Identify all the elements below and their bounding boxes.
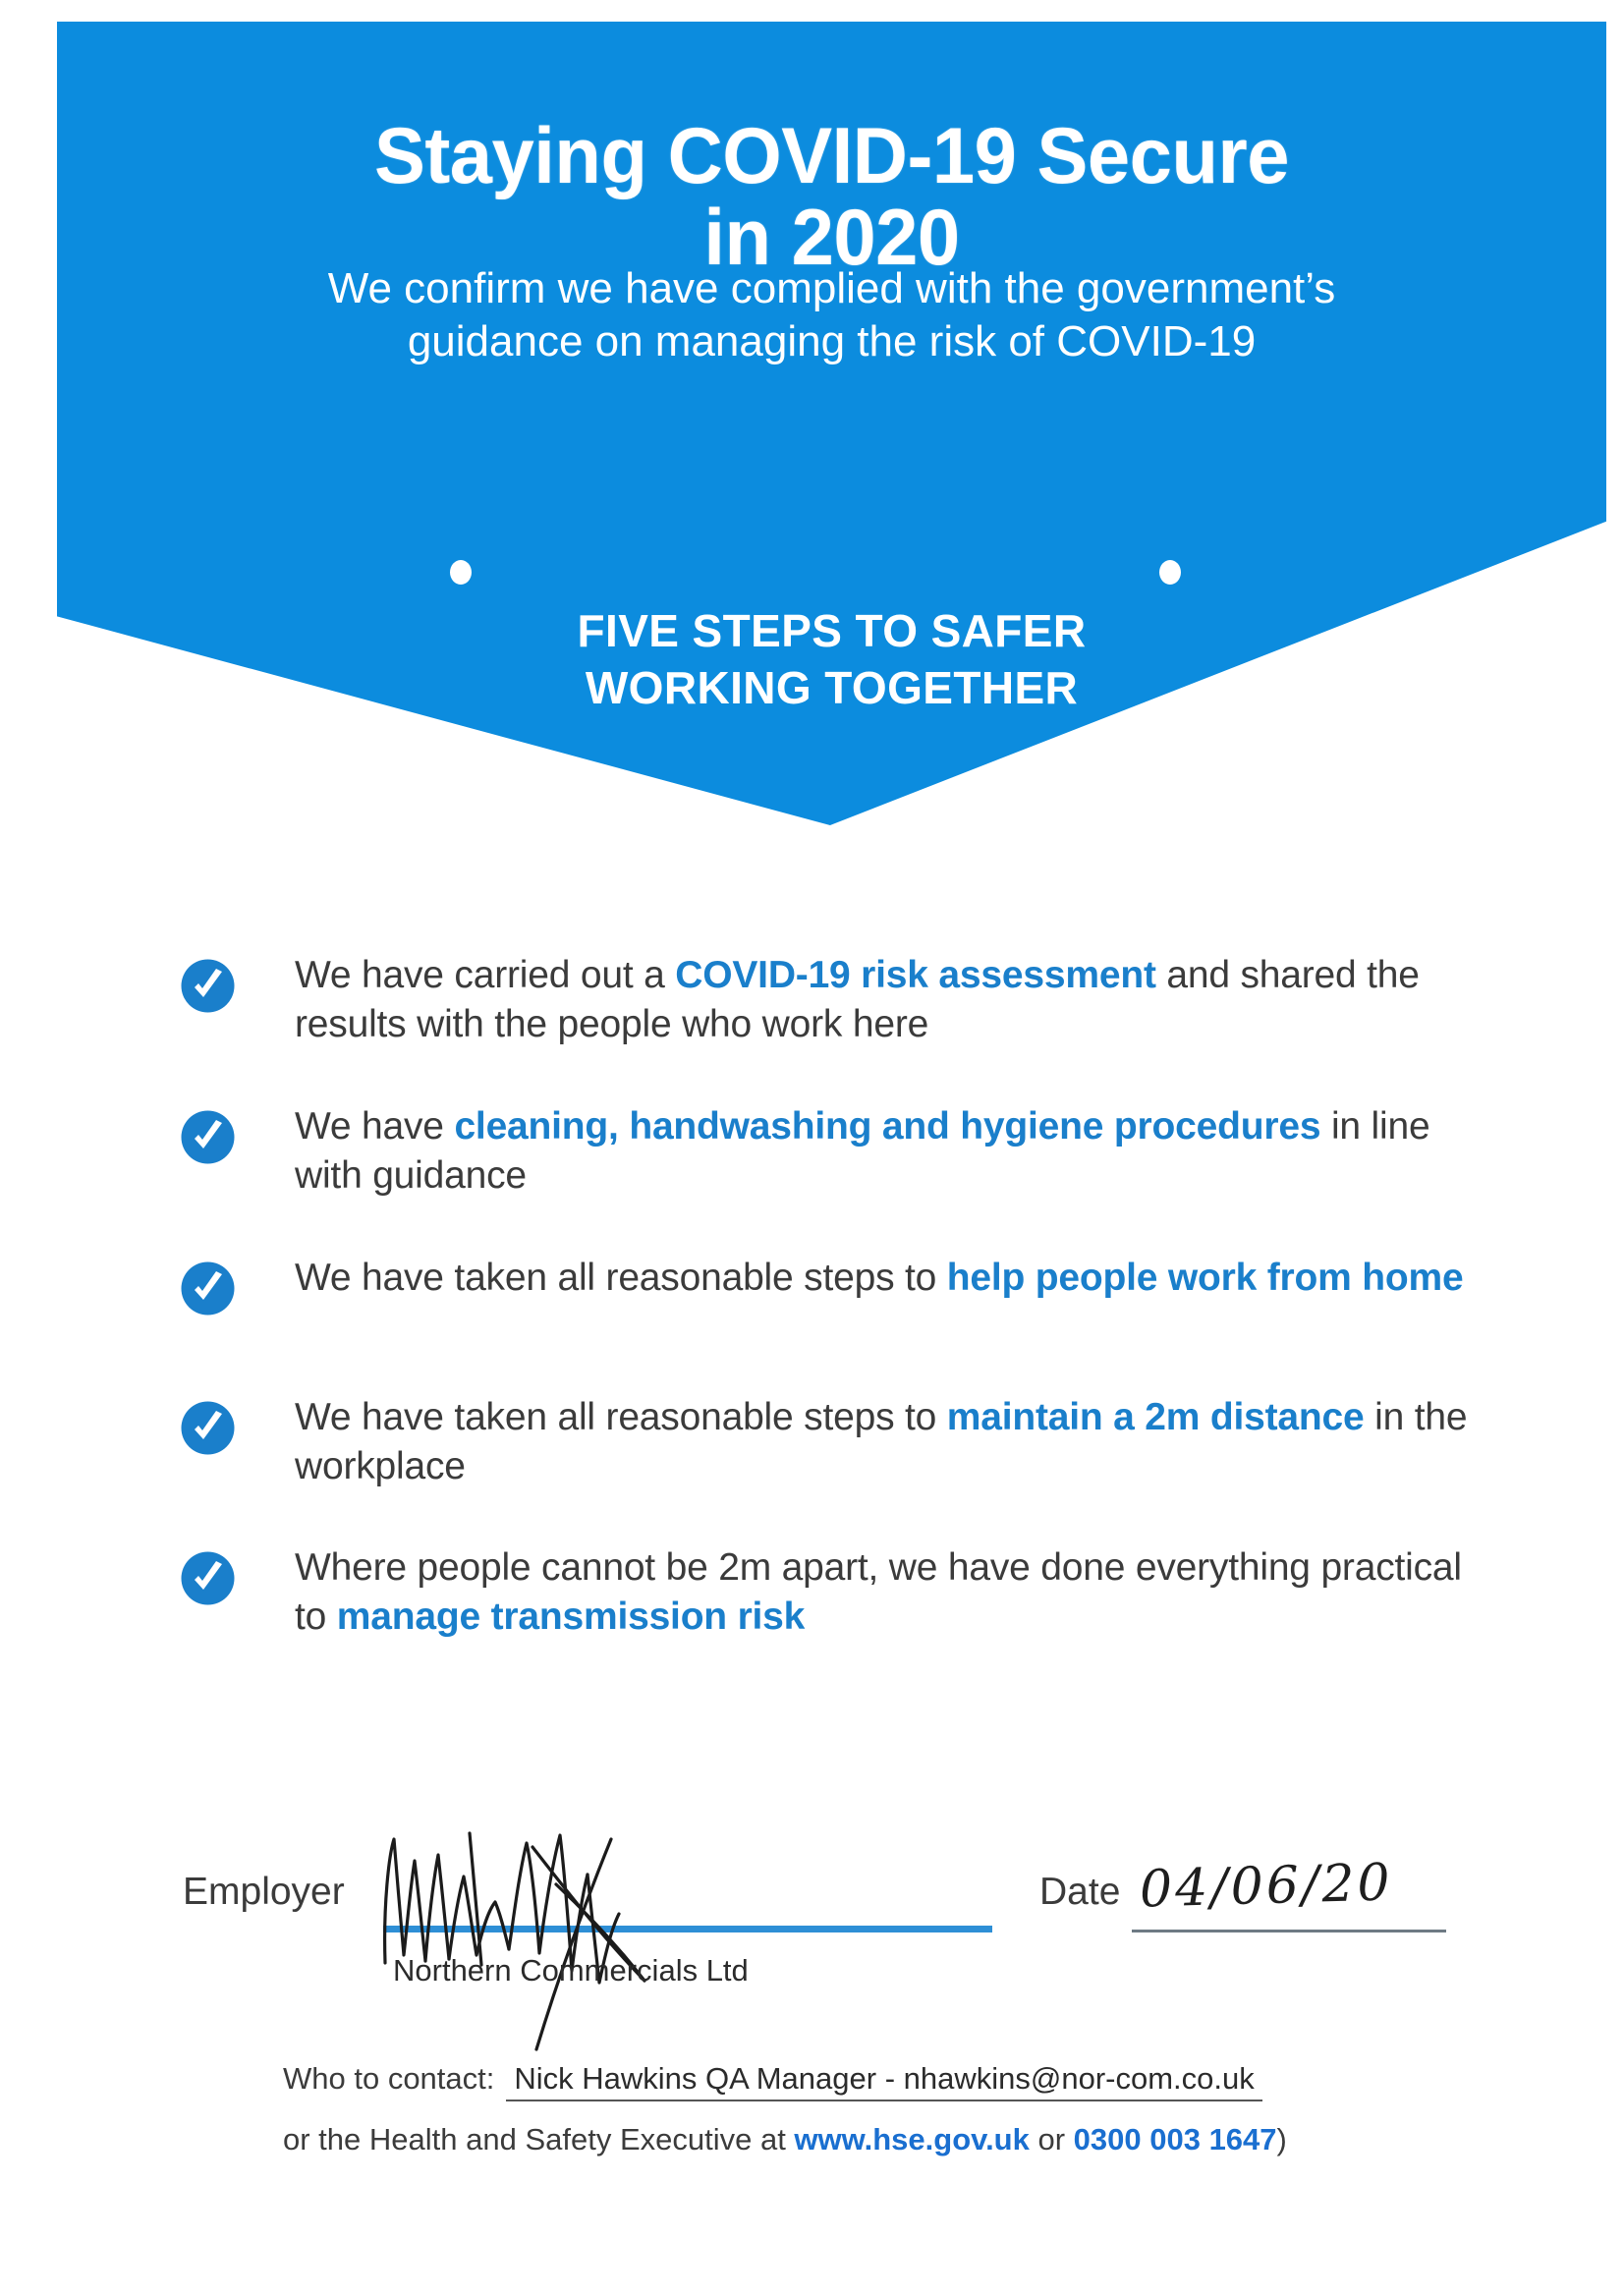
text-segment: in line with guidance	[295, 1104, 1430, 1197]
employer-name: Northern Commercials Ltd	[393, 1953, 749, 1988]
text-segment: We have carried out a	[295, 954, 676, 996]
contact-value: Nick Hawkins QA Manager - nhawkins@nor-com.co.uk	[506, 2061, 1261, 2101]
hse-phone-number[interactable]: 0300 003 1647	[1073, 2122, 1277, 2156]
text-segment: and shared the results with the people who work here	[295, 954, 1420, 1045]
highlight-segment: cleaning, handwashing and hygiene procedures	[454, 1104, 1321, 1148]
checklist-item-text	[295, 1396, 1467, 1487]
hse-website-link[interactable]: www.hse.gov.uk	[794, 2122, 1030, 2156]
checklist	[180, 951, 1496, 1695]
check-circle-icon	[180, 958, 236, 1014]
checklist-item-text	[295, 1546, 1462, 1638]
checklist-item	[180, 951, 1496, 1049]
highlight-segment: manage transmission risk	[336, 1596, 806, 1639]
checklist-item	[180, 1393, 1496, 1491]
checklist-item-text	[295, 1105, 1429, 1197]
page-title	[88, 112, 1576, 282]
bullet-dot-right	[1159, 560, 1181, 585]
check-circle-icon	[180, 1109, 236, 1165]
title-line-2: in 2020	[703, 193, 960, 282]
text-segment: Where people cannot be 2m apart, we have done everything practical to	[295, 1546, 1462, 1639]
contact-label: Who to contact:	[283, 2061, 495, 2096]
hse-middle: or	[1029, 2122, 1074, 2156]
check-circle-icon	[180, 1400, 236, 1456]
check-circle-icon	[180, 1550, 236, 1606]
banner-steps-heading	[57, 603, 1606, 716]
hse-suffix: )	[1276, 2122, 1287, 2156]
checklist-item	[180, 1254, 1496, 1340]
handwritten-signature	[364, 1737, 855, 2091]
date-label: Date	[1039, 1871, 1121, 1913]
banner	[57, 22, 1606, 825]
bullet-dot-left	[450, 560, 472, 585]
title-line-1: Staying COVID-19 Secure	[373, 112, 1290, 200]
date-line[interactable]	[1132, 1930, 1446, 1932]
signature-section	[0, 1845, 1624, 2071]
hse-row	[283, 2122, 1287, 2157]
employer-label: Employer	[183, 1871, 345, 1913]
employer-signature-line[interactable]	[383, 1926, 992, 1932]
checklist-item-text	[295, 954, 1420, 1045]
checklist-item	[180, 1102, 1496, 1201]
text-segment: We have taken all reasonable steps to	[295, 1395, 947, 1438]
highlight-segment: COVID-19 risk assessment	[675, 954, 1156, 996]
banner-subtitle	[57, 262, 1606, 367]
hse-prefix: or the Health and Safety Executive at	[283, 2122, 795, 2156]
subtitle-line-1: We confirm we have complied with the government’s	[327, 264, 1336, 312]
text-segment: in the workplace	[295, 1395, 1468, 1487]
checklist-item-text	[295, 1257, 1463, 1299]
highlight-segment: help people work from home	[946, 1256, 1464, 1299]
checklist-item	[180, 1543, 1496, 1642]
subtitle-line-2: guidance on managing the risk of COVID-19	[407, 316, 1257, 365]
contact-row	[283, 2061, 1262, 2101]
steps-line-2: WORKING TOGETHER	[585, 661, 1079, 713]
highlight-segment: maintain a 2m distance	[946, 1395, 1365, 1438]
date-value: 04/06/20	[1139, 1853, 1394, 1920]
check-circle-icon	[180, 1260, 236, 1316]
text-segment: We have taken all reasonable steps to	[295, 1256, 947, 1299]
steps-line-1: FIVE STEPS TO SAFER	[577, 605, 1087, 656]
text-segment: We have	[295, 1104, 455, 1148]
